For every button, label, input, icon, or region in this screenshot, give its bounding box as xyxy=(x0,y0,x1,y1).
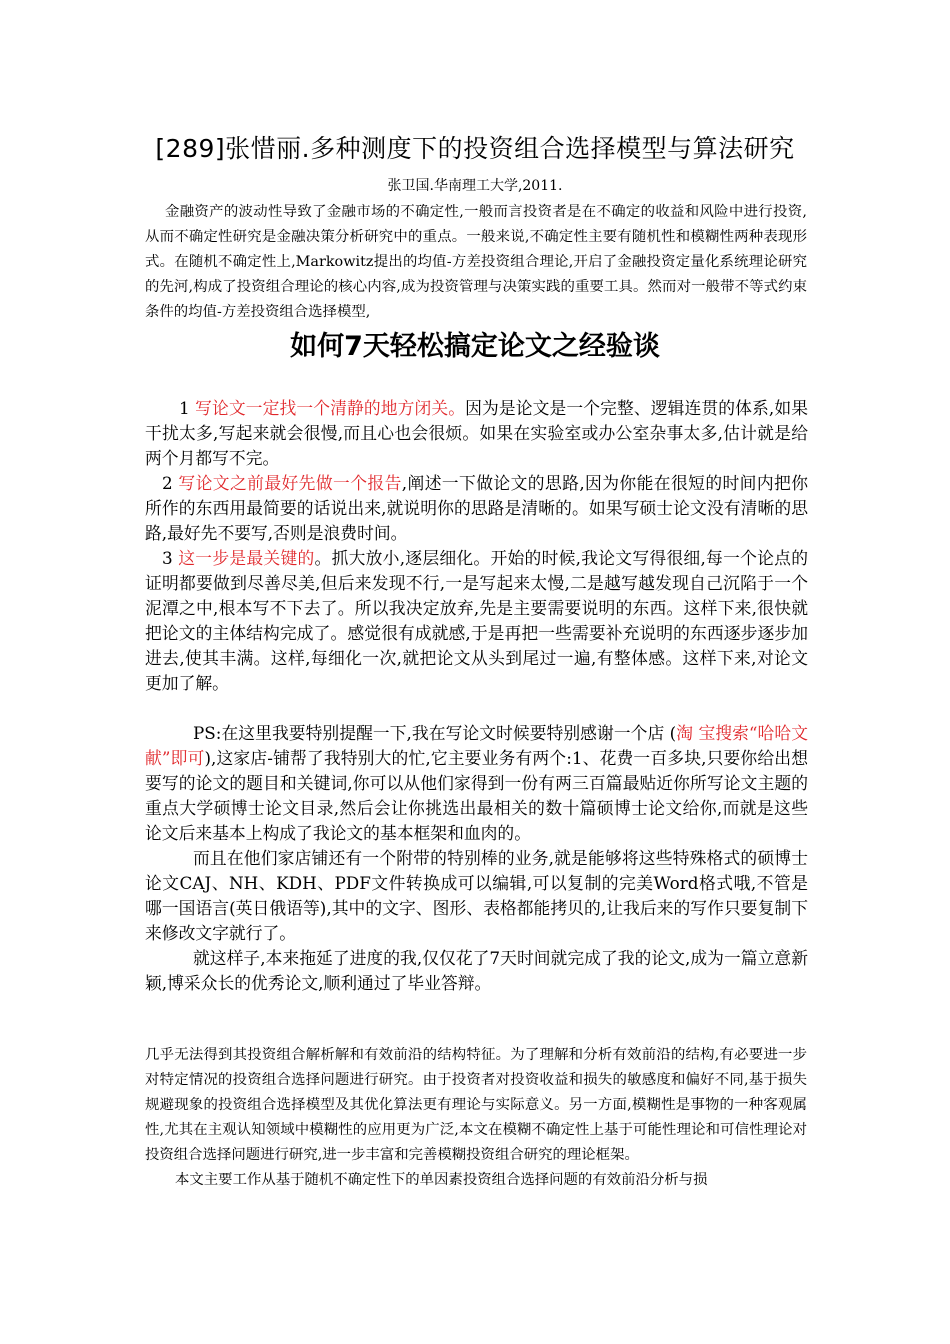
continued-abstract xyxy=(145,1043,807,1193)
ps-text-post: ),这家店-铺帮了我特别大的忙,它主要业务有两个:1、花费一百多块,只要你给出想要写的论文的题目和关键词,你可以从他们家得到一份有两三百篇最贴近你所写论文主题的重点大学硕博士论文目录,然后会让你挑选出最相关的数十篇硕博士论文给你,而就是这些论文后来基本上构成了我论文的基本框架和血肉的。 xyxy=(145,748,808,843)
ps-text-pre: PS:在这里我要特别提醒一下,我在写论文时候要特别感谢一个店 ( xyxy=(193,723,677,743)
tip-highlight-1: 写论文一定找一个清静的地方闭关。 xyxy=(195,398,466,418)
paragraph-gap xyxy=(145,696,808,721)
tip-paragraph-1 xyxy=(145,396,808,471)
tip-paragraph-3 xyxy=(145,546,808,696)
tip-text-2: ,阐述一下做论文的思路,因为你能在很短的时间内把你所作的东西用最简要的话说出来,就说明你的思路是清晰的。如果写硕士论文没有清晰的思路,最好先不要写,否则是浪费时间。 xyxy=(145,473,809,543)
tip-text-3: 。抓大放小,逐层细化。开始的时候,我论文写得很细,每一个论点的证明都要做到尽善尽美,但后来发现不行,一是写起来太慢,二是越写越发现自己沉陷于一个泥潭之中,根本写不下去了。所以我决定放弃,先是主要需要说明的东西。这样下来,很快就把论文的主体结构完成了。感觉很有成就感,于是再把一些需要补充说明的东西逐步逐步加进去,使其丰满。这样,每细化一次,就把论文从头到尾过一遍,有整体感。这样下来,对论文更加了解。 xyxy=(145,548,808,693)
article-body xyxy=(145,396,808,996)
ps-highlight: 淘 宝搜索“哈哈文献”即可 xyxy=(145,723,808,768)
service-paragraph: 而且在他们家店铺还有一个附带的特别棒的业务,就是能够将这些特殊格式的硕博士论文CAJ、NH、KDH、PDF文件转换成可以编辑,可以复制的完美Word格式哦,不管是哪一国语言(英日俄语等),其中的文字、图形、表格都能拷贝的,让我后来的写作只要复制下来修改文字就行了。 xyxy=(145,848,808,943)
section-heading: 如何7天轻松搞定论文之经验谈 xyxy=(290,331,660,362)
tip-number-3: 3 xyxy=(162,548,179,568)
continued-paragraph-2: 本文主要工作从基于随机不确定性下的单因素投资组合选择问题的有效前沿分析与损 xyxy=(175,1172,708,1188)
conclusion-paragraph: 就这样子,本来拖延了进度的我,仅仅花了7天时间就完成了我的论文,成为一篇立意新颖,博采众长的优秀论文,顺利通过了毕业答辩。 xyxy=(145,948,808,993)
tip-highlight-2: 写论文之前最好先做一个报告 xyxy=(178,473,402,493)
tip-highlight-3: 这一步是最关键的 xyxy=(178,548,315,568)
tip-paragraph-2 xyxy=(145,471,808,546)
ps-paragraph xyxy=(145,721,808,846)
continued-paragraph: 几乎无法得到其投资组合解析解和有效前沿的结构特征。为了理解和分析有效前沿的结构,有必要进一步对特定情况的投资组合选择问题进行研究。由于投资者对投资收益和损失的敏感度和偏好不同,基于损失规避现象的投资组合选择模型及其优化算法更有理论与实际意义。另一方面,模糊性是事物的一种客观属性,尤其在主观认知领域中模糊性的应用更为广泛,本文在模糊不确定性上基于可能性理论和可信性理论对投资组合选择问题进行研究,进一步丰富和完善模糊投资组合研究的理论框架。 xyxy=(145,1047,807,1163)
abstract-paragraph: 金融资产的波动性导致了金融市场的不确定性,一般而言投资者是在不确定的收益和风险中进行投资,从而不确定性研究是金融决策分析研究中的重点。一般来说,不确定性主要有随机性和模糊性两种表现形式。在随机不确定性上,Markowitz提出的均值-方差投资组合理论,开启了金融投资定量化系统理论研究的先河,构成了投资组合理论的核心内容,成为投资管理与决策实践的重要工具。然而对一般带不等式约束条件的均值-方差投资组合选择模型, xyxy=(145,204,807,320)
document-title: [289]张惜丽.多种测度下的投资组合选择模型与算法研究 xyxy=(155,134,795,163)
tip-text-1: 因为是论文是一个完整、逻辑连贯的体系,如果干扰太多,写起来就会很慢,而且心也会很烦。如果在实验室或办公室杂事太多,估计就是给两个月都写不完。 xyxy=(145,398,808,468)
author-source-line: 张卫国.华南理工大学,2011. xyxy=(387,178,563,194)
tip-number-2: 2 xyxy=(162,473,179,493)
tip-number-1: 1 xyxy=(179,398,196,418)
